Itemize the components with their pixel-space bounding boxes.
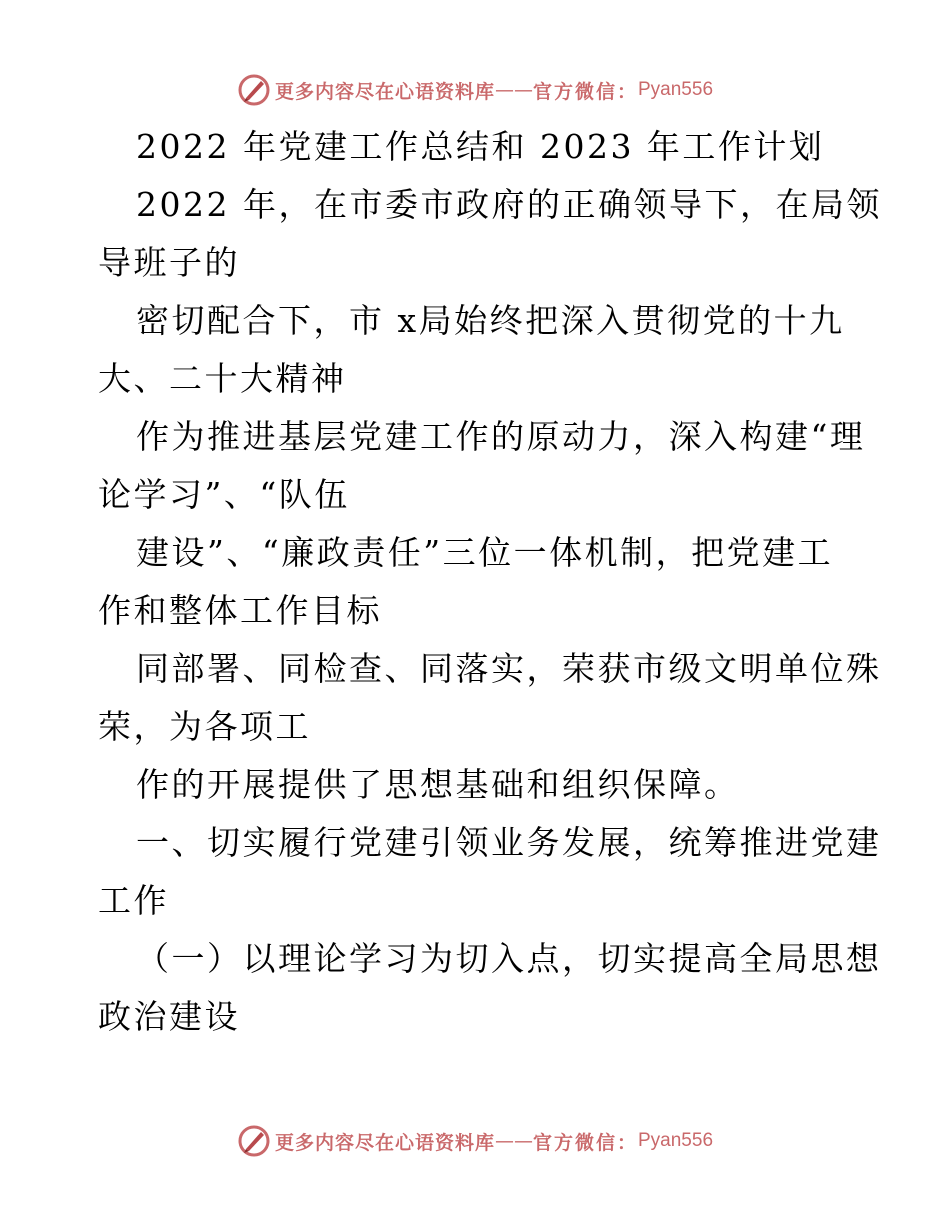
header-watermark (0, 70, 950, 110)
watermark-label: 官方微信： (532, 1131, 638, 1154)
paragraph-line: 2022 年，在市委市政府的正确领导下，在局领 (136, 185, 882, 224)
paragraph-line: 导班子的 (98, 243, 240, 282)
watermark-label: 官方微信： (532, 80, 638, 103)
watermark-main-text: 更多内容尽在心语资料库 (274, 1131, 495, 1154)
watermark-dash: —— (494, 79, 533, 101)
paragraph-line: 论学习”、“队伍 (98, 475, 350, 514)
paragraph-line: 作的开展提供了思想基础和组织保障。 (136, 765, 740, 804)
watermark-wechat-id: Pyan556 (638, 1130, 714, 1151)
section-heading: 工作 (98, 881, 169, 920)
document-title: 2022 年党建工作总结和 2023 年工作计划 (136, 127, 825, 166)
section-heading: 一、切实履行党建引领业务发展，统筹推进党建 (136, 823, 882, 862)
watermark-main-text: 更多内容尽在心语资料库 (274, 80, 495, 103)
watermark-dash: —— (494, 1130, 533, 1152)
footer-watermark (0, 1121, 950, 1161)
quill-pen-logo-icon (237, 1124, 271, 1158)
document-body (98, 118, 882, 1046)
paragraph-line: 荣，为各项工 (98, 707, 311, 746)
quill-pen-logo-icon (237, 73, 271, 107)
paragraph-line: 建设”、“廉政责任”三位一体机制，把党建工 (136, 533, 834, 572)
paragraph-line: 同部署、同检查、同落实，荣获市级文明单位殊 (136, 649, 882, 688)
paragraph-line: 作和整体工作目标 (98, 591, 382, 630)
subsection-heading: 政治建设 (98, 997, 240, 1036)
paragraph-line: 密切配合下，市 x局始终把深入贯彻党的十九 (136, 301, 845, 340)
paragraph-line: 大、二十大精神 (98, 359, 347, 398)
subsection-heading: （一）以理论学习为切入点，切实提高全局思想 (136, 939, 882, 978)
paragraph-line: 作为推进基层党建工作的原动力，深入构建“理 (136, 417, 866, 456)
watermark-wechat-id: Pyan556 (638, 79, 714, 100)
